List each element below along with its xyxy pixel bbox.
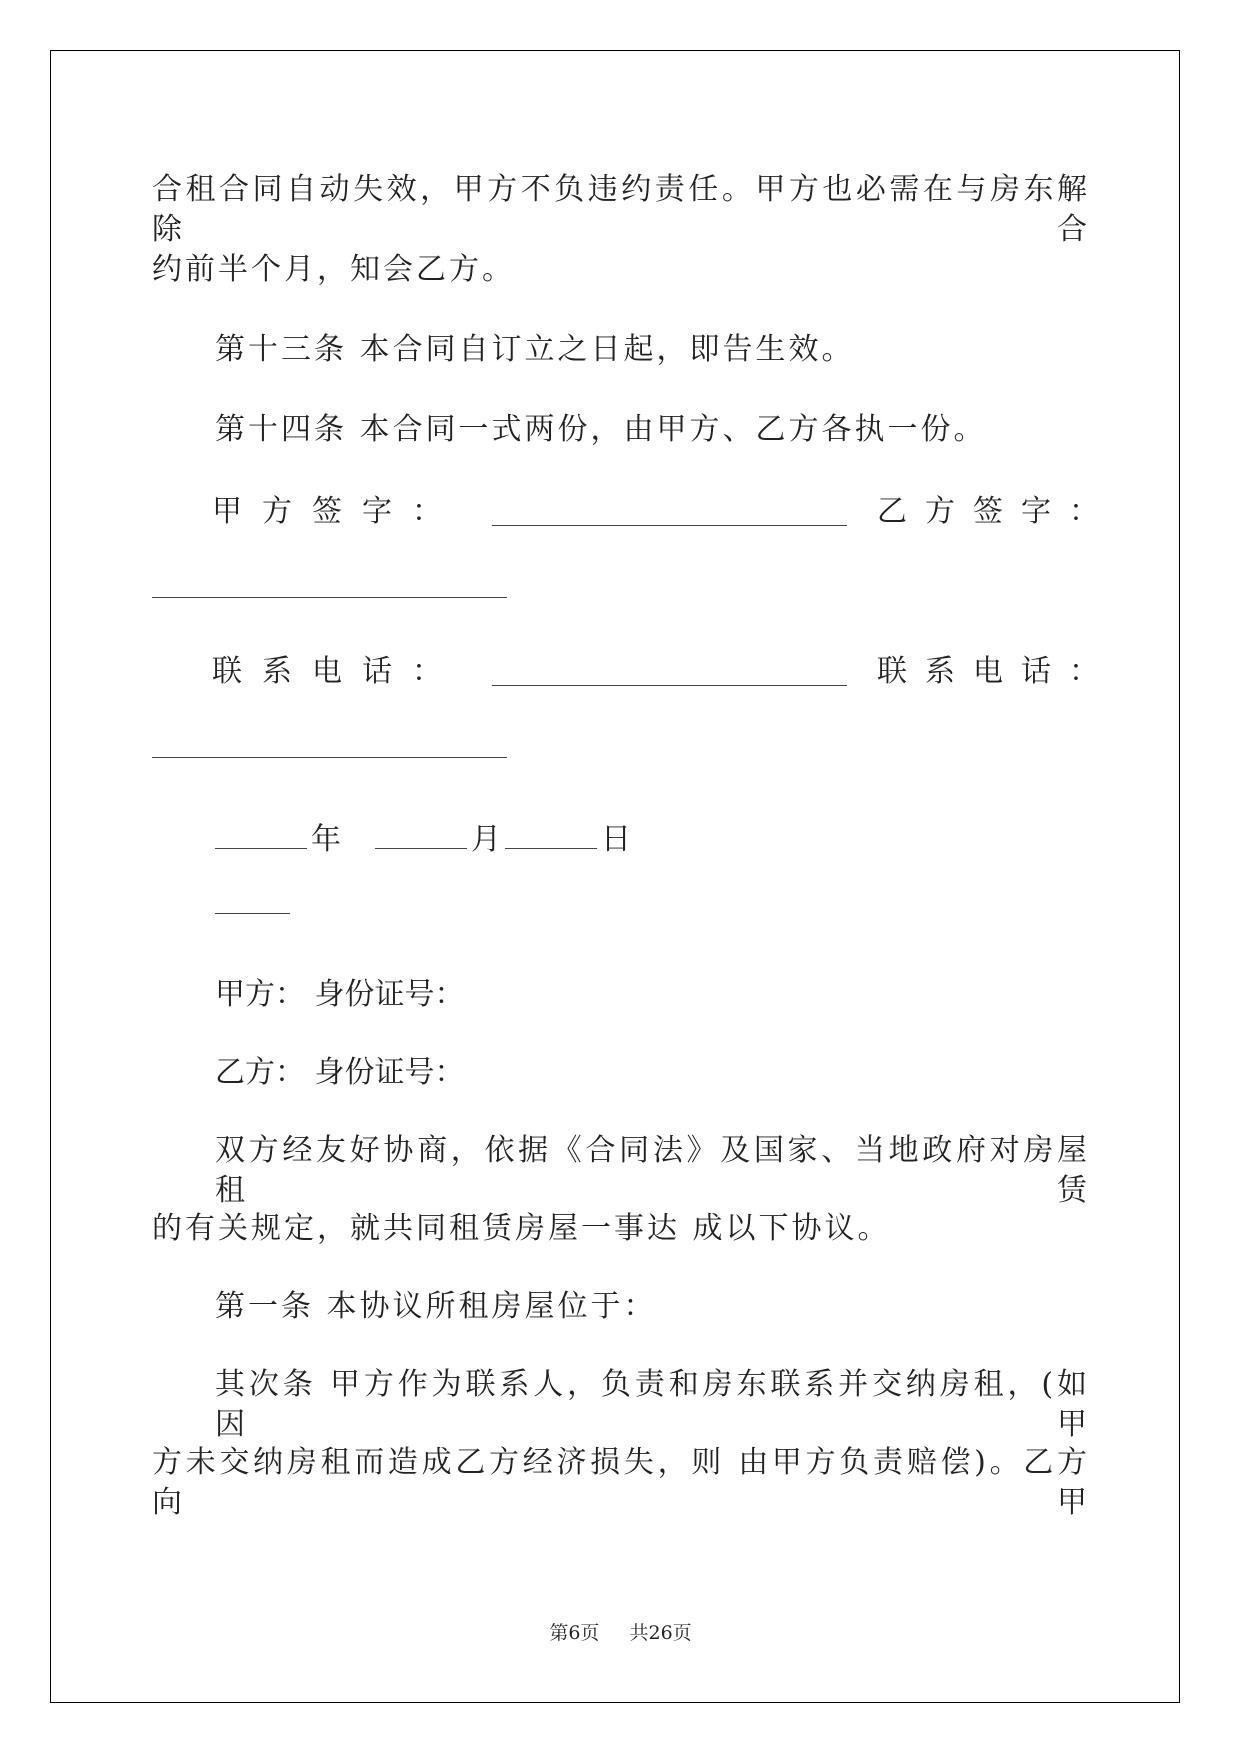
article-14: 第十四条 本合同一式两份，由甲方、乙方各执一份。	[215, 412, 987, 447]
month-label: 月	[471, 822, 501, 857]
party-a-id: 甲方： 身份证号：	[215, 977, 465, 1012]
day-blank	[505, 822, 597, 849]
party-b-phone-label: 联系电话：	[877, 654, 1117, 689]
month-blank	[375, 822, 467, 849]
date-row	[215, 820, 631, 860]
party-b-sign-line	[152, 597, 507, 598]
paragraph-line: 约前半个月，知会乙方。	[152, 252, 515, 287]
paragraph-line: 合租合同自动失效，甲方不负违约责任。甲方也必需在与房东解除合	[152, 172, 1090, 247]
article-2-line: 其次条 甲方作为联系人，负责和房东联系并交纳房租，(如因甲	[215, 1367, 1090, 1442]
party-b-phone-line	[152, 757, 507, 758]
page-footer	[0, 1618, 1241, 1645]
party-b-sign-label: 乙方签字：	[877, 494, 1117, 529]
party-b-id: 乙方： 身份证号：	[215, 1055, 465, 1090]
party-a-sign-label: 甲方签字：	[212, 494, 462, 529]
signature-row	[152, 492, 1117, 532]
page-number: 第6页	[549, 1622, 600, 1644]
year-blank	[215, 822, 307, 849]
article-2-line: 方未交纳房租而造成乙方经济损失，则 由甲方负责赔偿)。乙方向甲	[152, 1445, 1090, 1520]
party-a-phone-line	[492, 659, 847, 686]
paragraph-line: 双方经友好协商，依据《合同法》及国家、当地政府对房屋租赁	[215, 1133, 1090, 1208]
page-total: 共26页	[629, 1622, 692, 1644]
article-13: 第十三条 本合同自订立之日起，即告生效。	[215, 332, 855, 367]
party-a-phone-label: 联系电话：	[212, 654, 462, 689]
party-a-sign-line	[492, 499, 847, 526]
article-1: 第一条 本协议所租房屋位于：	[215, 1289, 657, 1324]
paragraph-line: 的有关规定，就共同租赁房屋一事达 成以下协议。	[152, 1211, 891, 1246]
phone-row	[152, 652, 1117, 692]
day-label: 日	[601, 822, 631, 857]
separator-line	[215, 913, 290, 914]
year-label: 年	[311, 822, 341, 857]
